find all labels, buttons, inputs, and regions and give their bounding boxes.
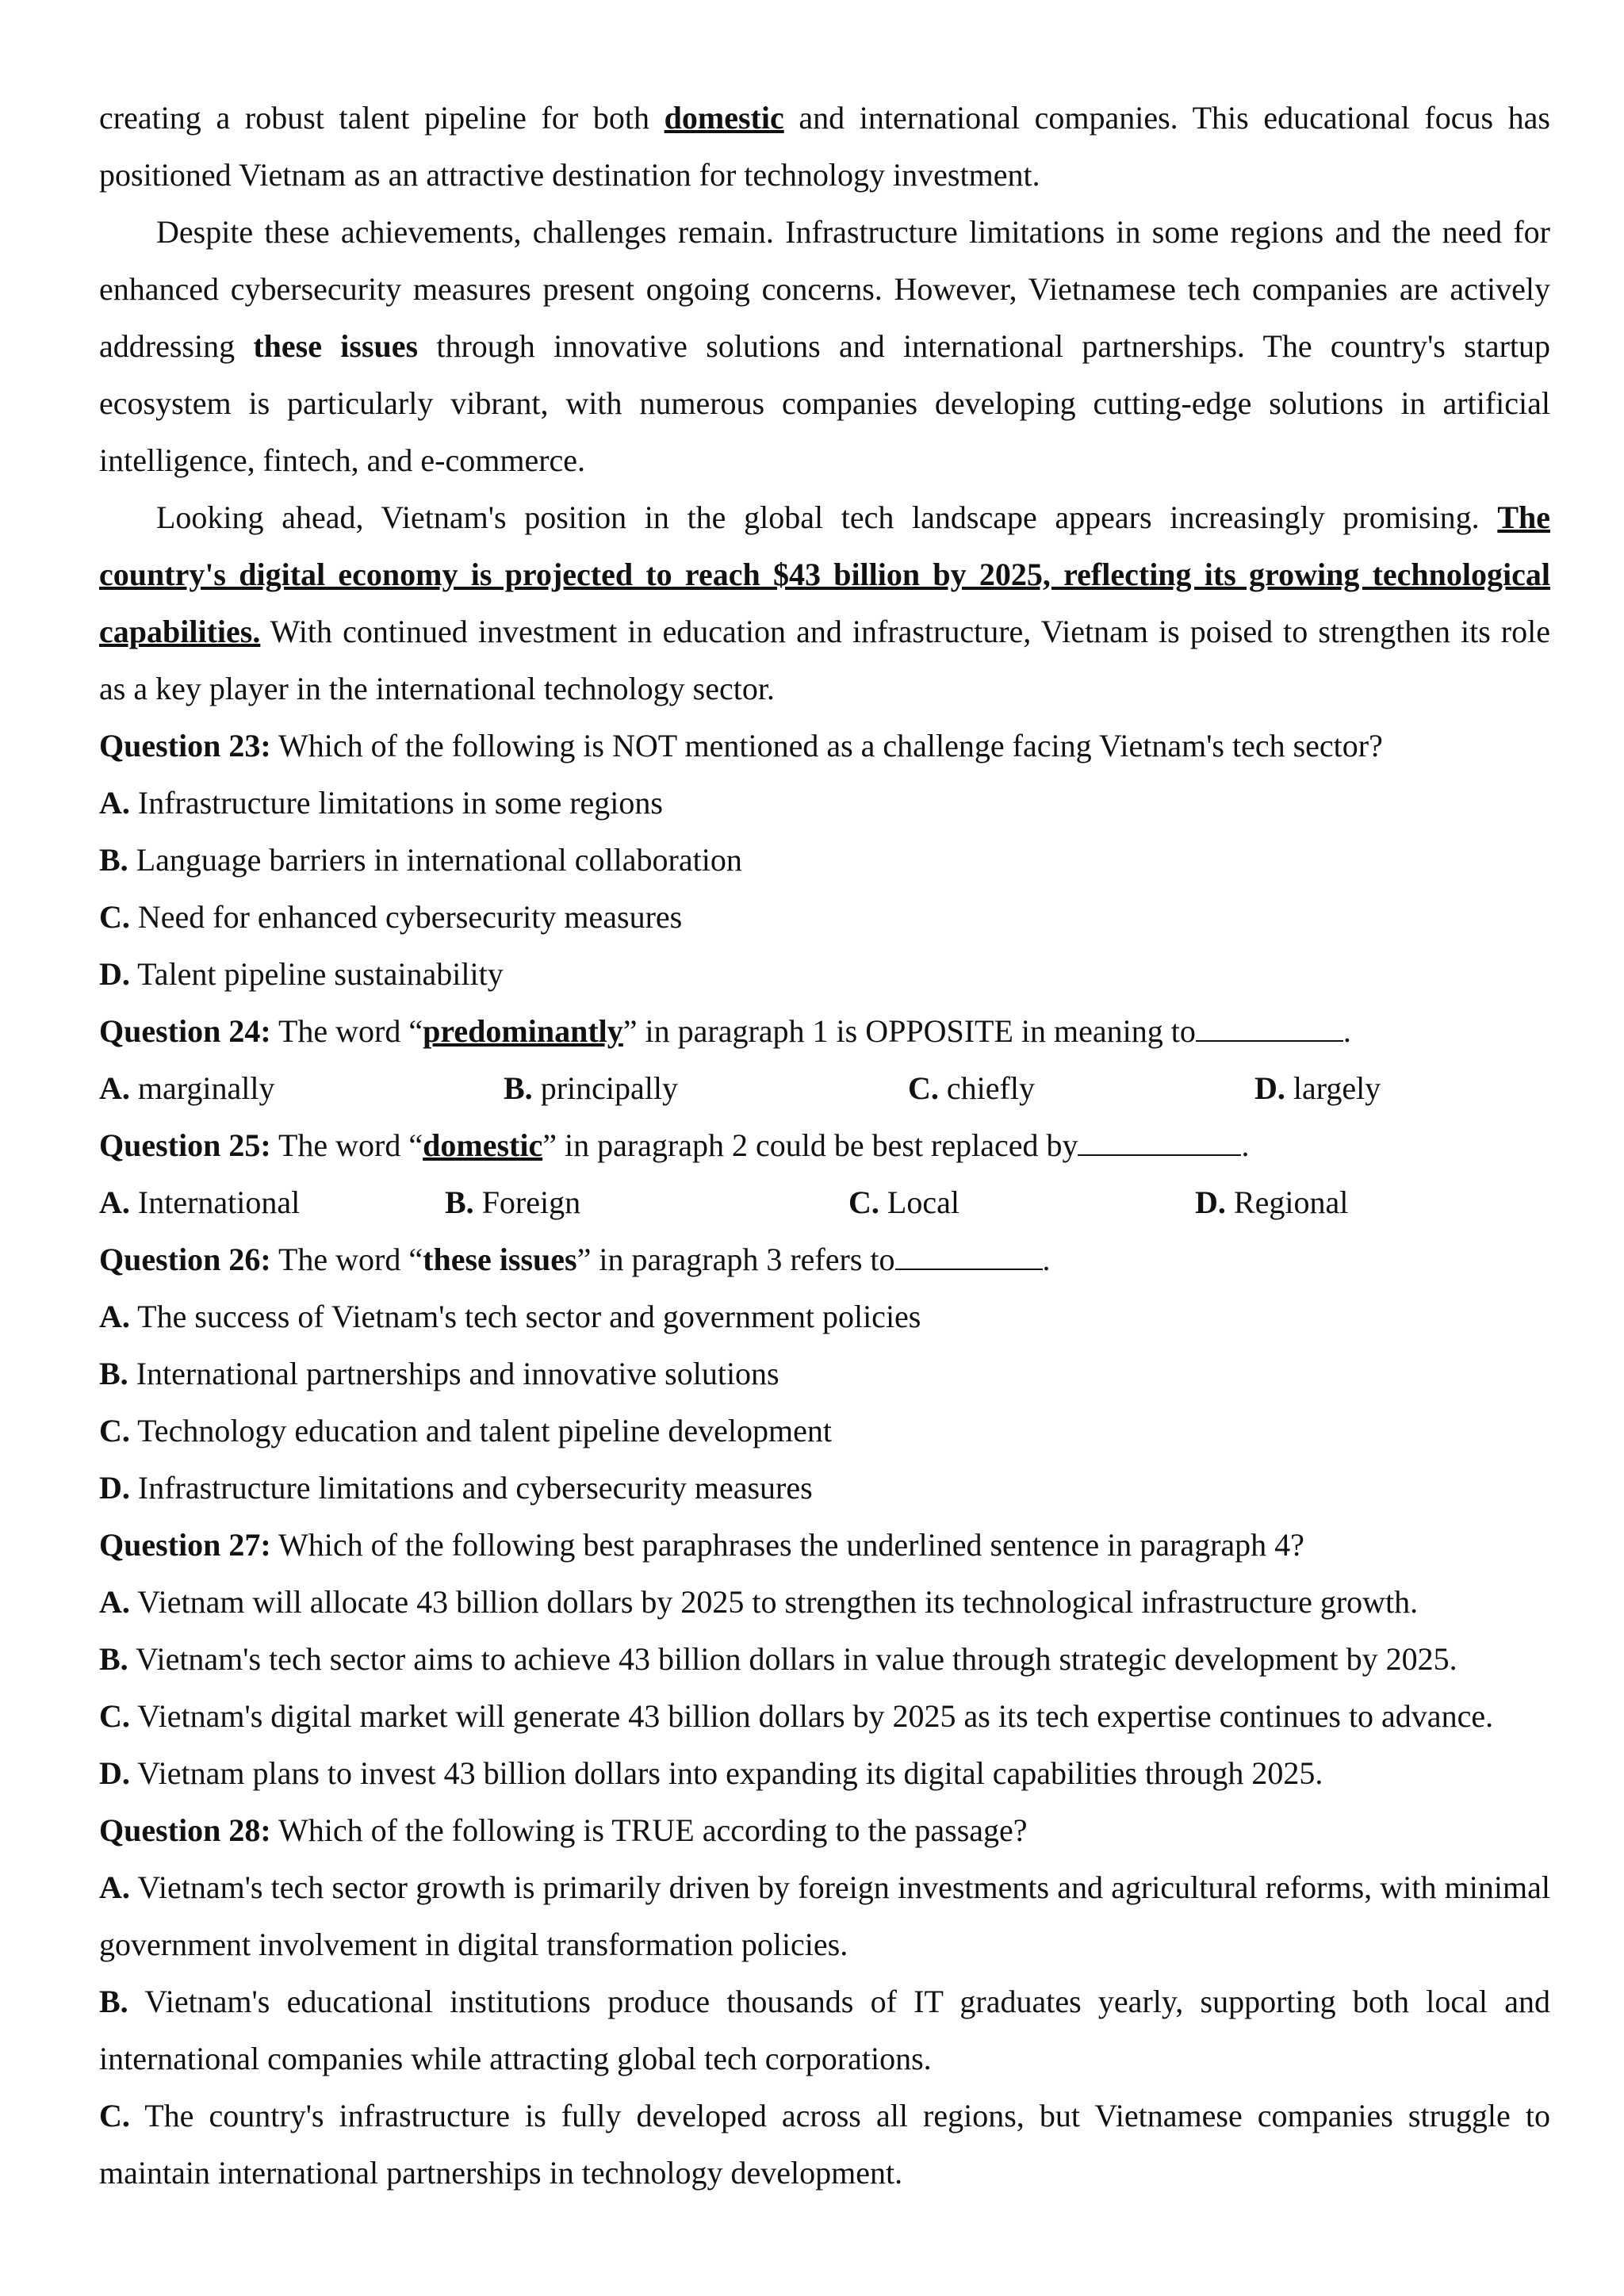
question-23 [99, 718, 1550, 775]
question-26 [99, 1231, 1550, 1288]
question-text: Which of the following is NOT mentioned as a challenge facing Vietnam's tech sector? [270, 728, 1383, 763]
question-text: ” in paragraph 3 refers to [576, 1242, 895, 1277]
options-row [99, 1060, 1550, 1117]
target-word: domestic [423, 1127, 543, 1163]
question-end: . [1241, 1127, 1250, 1163]
option-a[interactable] [99, 1859, 1550, 1973]
option-text: The country's infrastructure is fully developed across all regions, but Vietnamese companies struggle to maintain international partnerships in technology development. [99, 2098, 1550, 2191]
question-label: Question 25: [99, 1127, 271, 1163]
option-text: Language barriers in international collaboration [128, 842, 742, 878]
passage-text: and international companies. This educational focus has positioned Vietnam as an attractive destination for technology investment. [99, 100, 1551, 193]
question-text: ” in paragraph 1 is OPPOSITE in meaning to [622, 1013, 1196, 1049]
option-text: Vietnam's digital market will generate 43 billion dollars by 2025 as its tech expertise continues to advance. [129, 1698, 1494, 1734]
option-b[interactable] [99, 1631, 1550, 1688]
option-letter: C. [908, 1070, 939, 1106]
underlined-sentence: The country's digital economy is projected to reach $43 billion by 2025, reflecting its growing technological capabilities. [99, 499, 1550, 649]
option-text: International [129, 1184, 301, 1220]
option-letter: C. [99, 899, 130, 935]
option-c[interactable] [908, 1060, 1035, 1117]
option-text: Regional [1225, 1184, 1349, 1220]
option-text: Vietnam's tech sector aims to achieve 43 billion dollars in value through strategic development by 2025. [128, 1641, 1457, 1677]
question-text: The word “ [270, 1013, 423, 1049]
question-text: The word “ [270, 1127, 423, 1163]
question-text: ” in paragraph 2 could be best replaced by [542, 1127, 1078, 1163]
answer-blank [1078, 1123, 1241, 1156]
passage-text: With continued investment in education and infrastructure, Vietnam is poised to strengthen its role as a key player in the international technology sector. [99, 614, 1550, 706]
option-d[interactable] [99, 1745, 1550, 1802]
option-text: Vietnam will allocate 43 billion dollars by 2025 to strengthen its technological infrastructure growth. [129, 1584, 1419, 1620]
highlighted-phrase-these-issues: these issues [253, 328, 419, 364]
option-text: Vietnam's tech sector growth is primarily driven by foreign investments and agricultural reforms, with minimal government involvement in digital transformation policies. [99, 1869, 1550, 1962]
option-letter: D. [99, 1470, 130, 1506]
option-b[interactable] [99, 1973, 1550, 2087]
option-b[interactable] [99, 832, 1550, 889]
option-letter: B. [99, 1984, 128, 2019]
passage-text: through innovative solutions and international partnerships. The country's startup ecosystem is particularly vibrant, with numerous companies developing cutting-edge solutions in artificial intelligence, fintech, and e-commerce. [99, 328, 1551, 478]
option-letter: B. [99, 1356, 128, 1391]
highlighted-word-domestic: domestic [664, 100, 784, 136]
question-text: Which of the following best paraphrases the underlined sentence in paragraph 4? [270, 1527, 1304, 1563]
option-text: chiefly [938, 1070, 1035, 1106]
question-27 [99, 1517, 1550, 1574]
option-letter: A. [99, 1184, 130, 1220]
option-letter: C. [99, 1698, 130, 1734]
passage-text: Looking ahead, Vietnam's position in the global tech landscape appears increasingly promising. [156, 499, 1498, 535]
option-a[interactable] [99, 1060, 274, 1117]
option-letter: B. [445, 1184, 474, 1220]
option-letter: D. [99, 956, 130, 992]
option-text: Technology education and talent pipeline development [129, 1413, 832, 1448]
answer-blank [1196, 1008, 1343, 1042]
option-b[interactable] [445, 1174, 580, 1231]
question-24 [99, 1003, 1550, 1060]
option-text: Infrastructure limitations in some regions [129, 785, 663, 821]
option-letter: A. [99, 1299, 130, 1334]
option-text: Talent pipeline sustainability [129, 956, 504, 992]
option-letter: D. [1195, 1184, 1226, 1220]
option-text: Need for enhanced cybersecurity measures [129, 899, 683, 935]
option-a[interactable] [99, 1574, 1550, 1631]
passage-paragraph-2-end [99, 90, 1550, 204]
option-b[interactable] [504, 1060, 678, 1117]
option-a[interactable] [99, 1174, 300, 1231]
option-letter: C. [848, 1184, 879, 1220]
option-text: Vietnam plans to invest 43 billion dollars into expanding its digital capabilities through 2025. [129, 1755, 1323, 1791]
option-letter: B. [99, 1641, 128, 1677]
question-label: Question 26: [99, 1242, 271, 1277]
option-c[interactable] [99, 889, 1550, 946]
option-letter: C. [99, 1413, 130, 1448]
passage-paragraph-4 [99, 489, 1550, 718]
option-c[interactable] [848, 1174, 959, 1231]
passage-paragraph-3 [99, 204, 1550, 489]
option-text: marginally [129, 1070, 275, 1106]
option-text: International partnerships and innovative solutions [128, 1356, 779, 1391]
option-a[interactable] [99, 1288, 1550, 1345]
option-letter: D. [99, 1755, 130, 1791]
option-b[interactable] [99, 1345, 1550, 1402]
option-letter: B. [99, 842, 128, 878]
answer-blank [895, 1237, 1043, 1270]
option-text: The success of Vietnam's tech sector and government policies [129, 1299, 921, 1334]
question-text: The word “ [270, 1242, 423, 1277]
option-letter: A. [99, 1869, 130, 1905]
question-25 [99, 1117, 1550, 1174]
option-text: principally [532, 1070, 678, 1106]
option-text: Local [879, 1184, 959, 1220]
target-word: predominantly [423, 1013, 623, 1049]
question-label: Question 28: [99, 1812, 271, 1848]
exam-page [99, 90, 1550, 2202]
passage-text: Despite these achievements, challenges remain. Infrastructure limitations in some regions and the need for enhanced cybersecurity measures present ongoing concerns. However, Vietnamese tech companies are actively addressing [99, 214, 1550, 364]
option-letter: A. [99, 1584, 130, 1620]
option-d[interactable] [99, 946, 1550, 1003]
question-end: . [1042, 1242, 1051, 1277]
option-text: Vietnam's educational institutions produce thousands of IT graduates yearly, supporting both local and international companies while attracting global tech corporations. [99, 1984, 1550, 2076]
option-d[interactable] [1195, 1174, 1348, 1231]
options-row [99, 1174, 1550, 1231]
option-d[interactable] [99, 1460, 1550, 1517]
option-c[interactable] [99, 1688, 1550, 1745]
option-letter: D. [1254, 1070, 1285, 1106]
option-letter: A. [99, 1070, 130, 1106]
target-phrase: these issues [423, 1242, 577, 1277]
option-c[interactable] [99, 2087, 1550, 2202]
question-end: . [1342, 1013, 1351, 1049]
option-d[interactable] [1254, 1060, 1381, 1117]
option-letter: B. [504, 1070, 533, 1106]
question-label: Question 27: [99, 1527, 271, 1563]
option-c[interactable] [99, 1402, 1550, 1460]
passage-text: creating a robust talent pipeline for both [99, 100, 665, 136]
option-letter: A. [99, 785, 130, 821]
question-28 [99, 1802, 1550, 1859]
option-text: largely [1285, 1070, 1381, 1106]
question-label: Question 23: [99, 728, 271, 763]
question-text: Which of the following is TRUE according to the passage? [270, 1812, 1028, 1848]
option-a[interactable] [99, 775, 1550, 832]
option-text: Infrastructure limitations and cybersecurity measures [129, 1470, 813, 1506]
option-letter: C. [99, 2098, 130, 2133]
option-text: Foreign [473, 1184, 581, 1220]
question-label: Question 24: [99, 1013, 271, 1049]
